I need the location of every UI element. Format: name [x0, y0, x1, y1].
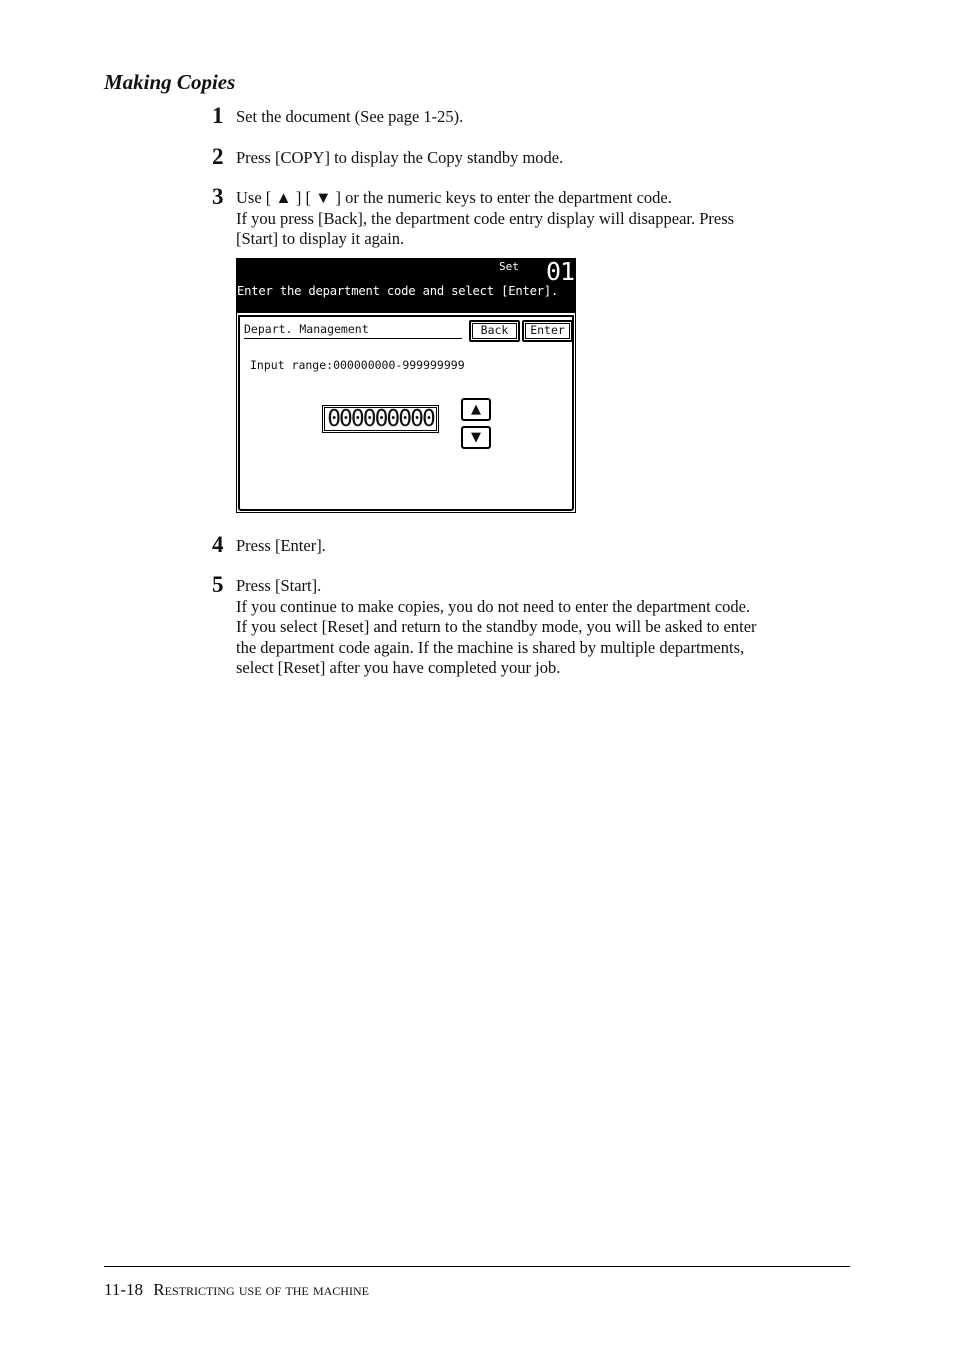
up-arrow-button[interactable]: [461, 398, 491, 421]
lcd-set-number: 01: [546, 257, 575, 286]
section-title: Making Copies: [104, 70, 236, 94]
step-4: [212, 532, 852, 557]
step-text: If you press [Back], the department code entry display will disappear. Press: [236, 208, 735, 228]
enter-button[interactable]: Enter: [522, 320, 573, 342]
step-text: Use [ ▲ ] [ ▼ ] or the numeric keys to enter the department code.: [236, 188, 672, 207]
lcd-tab-label: Depart. Management: [244, 322, 462, 339]
step-text: Press [COPY] to display the Copy standby mode.: [236, 148, 564, 167]
step-text: select [Reset] after you have completed your job.: [236, 658, 561, 677]
step-text: Press [Start].: [236, 576, 322, 595]
lcd-panel: [238, 315, 574, 511]
down-arrow-button[interactable]: [461, 426, 491, 449]
step-text: If you select [Reset] and return to the standby mode, you will be asked to enter: [236, 617, 757, 636]
back-button[interactable]: Back: [469, 320, 520, 342]
step-5: [212, 572, 852, 679]
step-text: Press [Enter].: [236, 536, 326, 555]
step-text: If you continue to make copies, you do not need to enter the department code.: [236, 596, 751, 616]
lcd-set-label: Set: [499, 260, 519, 273]
step-number: 3: [212, 184, 224, 209]
lcd-header: [237, 259, 575, 313]
step-number: 4: [212, 532, 224, 557]
chapter-title: Restricting use of the machine: [153, 1280, 369, 1299]
down-arrow-icon: ▼: [471, 430, 481, 445]
lcd-screen: [236, 258, 576, 513]
step-3: [212, 184, 852, 250]
up-arrow-icon: ▲: [471, 402, 481, 417]
step-text: [Start] to display it again.: [236, 229, 405, 248]
footer-divider: [104, 1266, 850, 1267]
footer: [104, 1280, 369, 1300]
department-code-field[interactable]: 000000000: [322, 405, 439, 433]
step-number: 2: [212, 144, 224, 169]
step-number: 1: [212, 103, 224, 128]
step-number: 5: [212, 572, 224, 597]
step-1: [212, 103, 852, 128]
step-text: the department code again. If the machine is shared by multiple departments,: [236, 637, 745, 657]
input-range-text: Input range:000000000-999999999: [250, 358, 465, 372]
step-2: [212, 144, 852, 169]
step-text: Set the document (See page 1-25).: [236, 107, 464, 126]
lcd-message: Enter the department code and select [Enter].: [237, 284, 559, 298]
page-number: 11-18: [104, 1280, 144, 1299]
